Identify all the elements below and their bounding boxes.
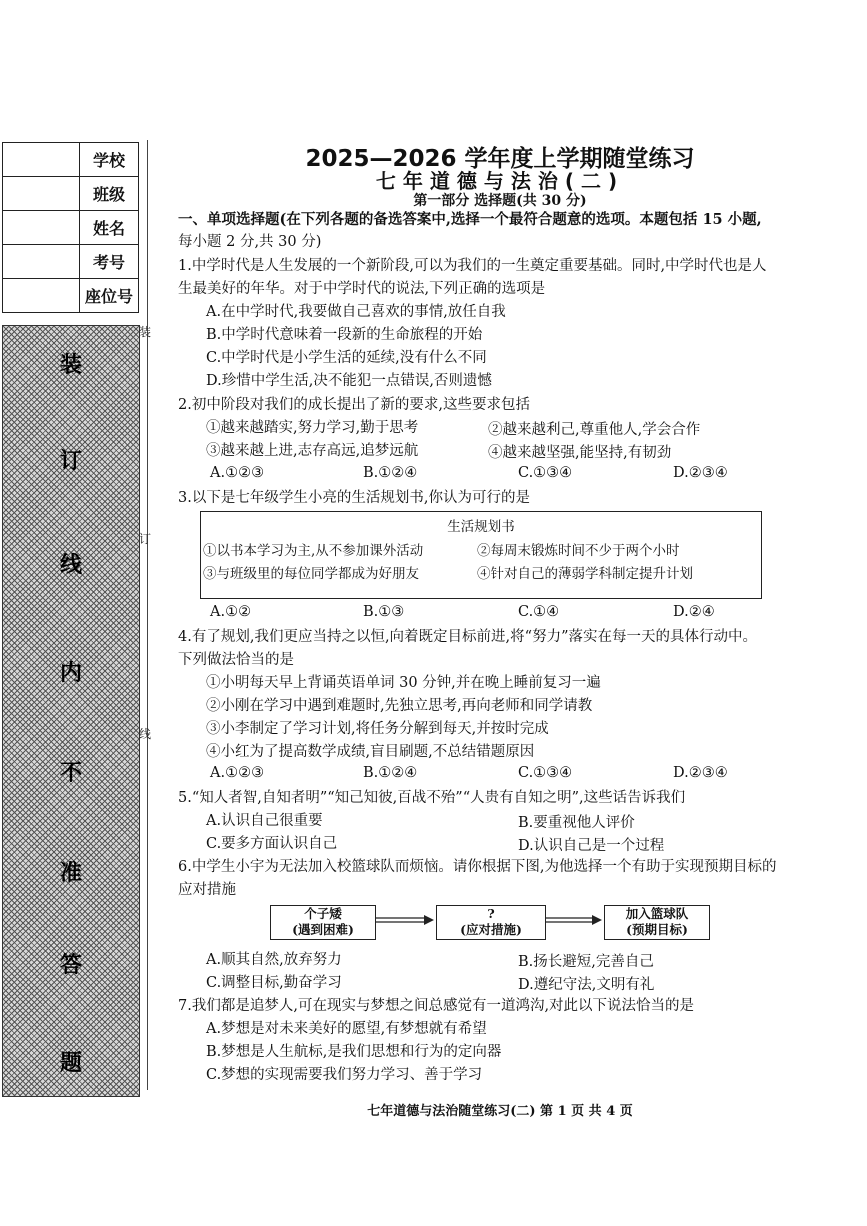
plan-item: ①以书本学习为主,从不参加课外活动 <box>203 543 424 559</box>
flow-box-text: ? <box>487 906 495 921</box>
flow-arrow-icon <box>376 915 434 925</box>
q2-option-b[interactable]: B.①②④ <box>363 465 418 481</box>
class-label: 班级 <box>80 177 139 211</box>
side-mark: 订 <box>139 532 152 546</box>
strip-char: 准 <box>59 860 82 886</box>
flow-box-goal <box>604 905 710 940</box>
q6-option-c[interactable]: C.调整目标,勤奋学习 <box>206 975 342 991</box>
q3-option-b[interactable]: B.①③ <box>363 604 405 620</box>
q2-stem: 2.初中阶段对我们的成长提出了新的要求,这些要求包括 <box>178 397 530 413</box>
exam-number-field[interactable] <box>3 245 80 279</box>
school-label: 学校 <box>80 143 139 177</box>
seat-number-label: 座位号 <box>80 279 139 313</box>
strip-char: 不 <box>59 760 82 786</box>
q5-option-d[interactable]: D.认识自己是一个过程 <box>518 838 665 854</box>
q7-option-b[interactable]: B.梦想是人生航标,是我们思想和行为的定向器 <box>206 1044 502 1060</box>
q3-option-a[interactable]: A.①② <box>210 604 252 620</box>
q6-stem: 6.中学生小宇为无法加入校篮球队而烦恼。请你根据下图,为他选择一个有助于实现预期目标的 <box>178 859 777 875</box>
strip-char: 线 <box>59 552 82 578</box>
q5-option-b[interactable]: B.要重视他人评价 <box>518 815 635 831</box>
q3-option-c[interactable]: C.①④ <box>518 604 560 620</box>
flow-box-text: (应对措施) <box>460 922 522 937</box>
q2-statement: ③越来越上进,志存高远,追梦远航 <box>206 443 419 459</box>
flow-box-measure <box>436 905 546 940</box>
q4-option-b[interactable]: B.①②④ <box>363 765 418 781</box>
section-instruction: 每小题 2 分,共 30 分) <box>178 234 322 250</box>
plan-item: ④针对自己的薄弱学科制定提升计划 <box>477 566 693 582</box>
q6-option-b[interactable]: B.扬长避短,完善自己 <box>518 954 654 970</box>
name-label: 姓名 <box>80 211 139 245</box>
q2-statement: ①越来越踏实,努力学习,勤于思考 <box>206 420 419 436</box>
q7-option-c[interactable]: C.梦想的实现需要我们努力学习、善于学习 <box>206 1067 483 1083</box>
q2-option-c[interactable]: C.①③④ <box>518 465 573 481</box>
q2-option-d[interactable]: D.②③④ <box>673 465 728 481</box>
name-field[interactable] <box>3 211 80 245</box>
q1-option-b[interactable]: B.中学时代意味着一段新的生命旅程的开始 <box>206 327 483 343</box>
flow-arrow-icon <box>546 915 602 925</box>
plan-title: 生活规划书 <box>447 519 515 535</box>
life-plan-box <box>200 511 762 599</box>
flow-box-difficulty <box>270 905 376 940</box>
q4-option-d[interactable]: D.②③④ <box>673 765 728 781</box>
q3-stem: 3.以下是七年级学生小亮的生活规划书,你认为可行的是 <box>178 490 530 506</box>
q1-stem: 1.中学时代是人生发展的一个新阶段,可以为我们的一生奠定重要基础。同时,中学时代也是人 <box>178 258 767 274</box>
q4-statement: ④小红为了提高数学成绩,盲目刷题,不总结错题原因 <box>206 744 535 760</box>
q3-option-d[interactable]: D.②④ <box>673 604 715 620</box>
q7-stem: 7.我们都是追梦人,可在现实与梦想之间总感觉有一道鸿沟,对此以下说法恰当的是 <box>178 998 695 1014</box>
class-field[interactable] <box>3 177 80 211</box>
section-instruction: 一、单项选择题(在下列各题的备选答案中,选择一个最符合题意的选项。本题包括 15 小题, <box>178 211 762 228</box>
school-field[interactable] <box>3 143 80 177</box>
q5-option-c[interactable]: C.要多方面认识自己 <box>206 836 338 852</box>
page-title: 2025—2026 学年度上学期随堂练习 <box>305 146 695 172</box>
binding-line <box>147 140 148 1090</box>
q5-stem: 5.“知人者智,自知者明”“知己知彼,百战不殆”“人贵有自知之明”,这些话告诉我们 <box>178 790 686 806</box>
exam-number-label: 考号 <box>80 245 139 279</box>
q6-option-a[interactable]: A.顺其自然,放弃努力 <box>206 952 342 968</box>
strip-char: 答 <box>59 952 82 978</box>
flow-box-text: (预期目标) <box>626 922 688 937</box>
q4-stem: 4.有了规划,我们更应当持之以恒,向着既定目标前进,将“努力”落实在每一天的具体行动中。 <box>178 629 757 645</box>
side-mark: 装 <box>139 325 152 339</box>
flow-box-text: 个子矮 <box>304 906 342 921</box>
q5-option-a[interactable]: A.认识自己很重要 <box>206 813 323 829</box>
strip-char: 装 <box>59 352 82 378</box>
subject-title: 七年道德与法治(二) <box>375 169 625 193</box>
q4-statement: ①小明每天早上背诵英语单词 30 分钟,并在晚上睡前复习一遍 <box>206 675 601 691</box>
q2-statement: ②越来越利己,尊重他人,学会合作 <box>488 422 701 438</box>
q1-option-a[interactable]: A.在中学时代,我要做自己喜欢的事情,放任自我 <box>206 304 506 320</box>
side-mark: 线 <box>139 727 152 741</box>
q6-option-d[interactable]: D.遵纪守法,文明有礼 <box>518 977 655 993</box>
binding-strip <box>2 325 140 1097</box>
q1-stem: 生最美好的年华。对于中学时代的说法,下列正确的选项是 <box>178 281 546 297</box>
flow-box-text: 加入篮球队 <box>625 906 689 921</box>
plan-item: ②每周末锻炼时间不少于两个小时 <box>477 543 680 559</box>
flow-box-text: (遇到困难) <box>292 922 354 937</box>
q7-option-a[interactable]: A.梦想是对未来美好的愿望,有梦想就有希望 <box>206 1021 487 1037</box>
q1-option-d[interactable]: D.珍惜中学生活,决不能犯一点错误,否则遗憾 <box>206 373 492 389</box>
strip-char: 内 <box>59 660 82 686</box>
strip-char: 订 <box>59 448 82 474</box>
student-info-table <box>2 142 139 313</box>
q2-statement: ④越来越坚强,能坚持,有韧劲 <box>488 445 672 461</box>
q4-stem: 下列做法恰当的是 <box>178 652 294 668</box>
q4-option-a[interactable]: A.①②③ <box>210 765 265 781</box>
q2-option-a[interactable]: A.①②③ <box>210 465 265 481</box>
plan-item: ③与班级里的每位同学都成为好朋友 <box>203 566 419 582</box>
q6-stem: 应对措施 <box>178 882 236 898</box>
q1-option-c[interactable]: C.中学时代是小学生活的延续,没有什么不同 <box>206 350 487 366</box>
q4-statement: ③小李制定了学习计划,将任务分解到每天,并按时完成 <box>206 721 549 737</box>
page-footer: 七年道德与法治随堂练习(二) 第 1 页 共 4 页 <box>367 1104 633 1119</box>
seat-number-field[interactable] <box>3 279 80 313</box>
q4-statement: ②小刚在学习中遇到难题时,先独立思考,再向老师和同学请教 <box>206 698 593 714</box>
part-heading: 第一部分 选择题(共 30 分) <box>413 193 587 209</box>
strip-char: 题 <box>59 1050 82 1076</box>
q4-option-c[interactable]: C.①③④ <box>518 765 573 781</box>
